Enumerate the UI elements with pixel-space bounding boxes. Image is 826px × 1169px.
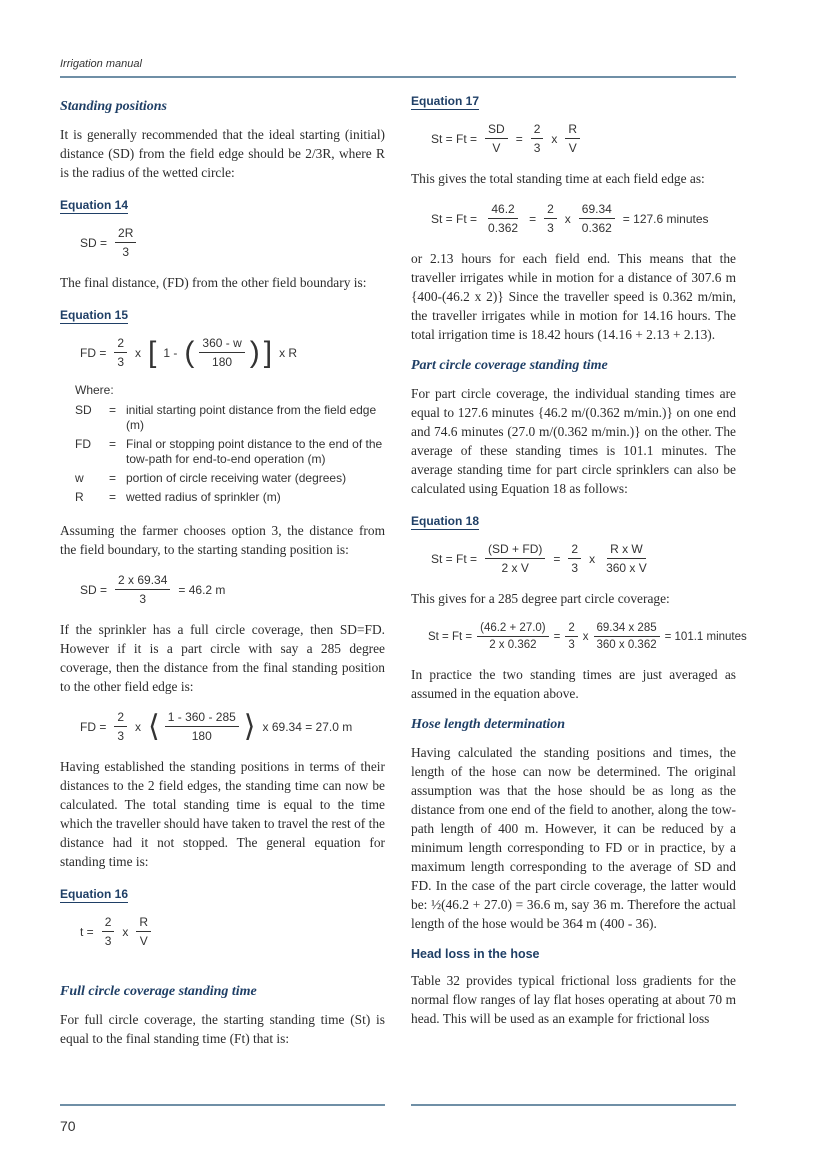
fraction: $\frac{\text{R x W}}{\text{360 x V}}$ xyxy=(606,542,647,575)
angle-close-icon: ⟩ xyxy=(243,709,256,743)
legend-row: SD = initial starting point distance from the field edge (m) xyxy=(75,403,377,432)
paragraph: In practice the two standing times are just averaged as assumed in the equation above. xyxy=(411,667,736,701)
fraction: $\frac{(SD + FD)}{\text{2 x V}}$ xyxy=(485,542,545,575)
fraction: $\frac{360 - w}{180}$ xyxy=(199,336,244,369)
legend-row: w = portion of circle receiving water (degrees) xyxy=(75,471,347,485)
equation-label: Equation 14 xyxy=(60,198,129,212)
equation-body: St = Ft = $\frac{SD}{V}$ = $\frac{2}{3}$ x $\frac{R}{V}$ xyxy=(426,122,736,155)
running-header: Irrigation manual xyxy=(60,58,142,70)
footer-rule xyxy=(411,1104,736,1106)
fraction: $\frac{2}{3}$ xyxy=(114,336,127,369)
fraction: $\frac{2}{3}$ xyxy=(114,710,127,743)
fraction: $\frac{SD}{V}$ xyxy=(485,122,508,155)
header-rule xyxy=(60,76,736,78)
equation-label: Equation 15 xyxy=(60,308,129,322)
fraction: $\frac{2}{3}$ xyxy=(102,915,115,948)
heading-hose-length: Hose length determination xyxy=(411,717,566,732)
footer-rule xyxy=(60,1104,385,1106)
paragraph: or 2.13 hours for each field end. This means that the traveller irrigates while in motion for a distance of 307.6 m {400-(46.2 x 2)} Since the traveller speed is 0.362 m/min, the traveller irrigates while in motion for 14.16 hours. The total irrigation time is 18.42 hours (14.16 + 2.13 + 2.13). xyxy=(411,251,736,342)
fraction: $\frac{69.34}{0.362}$ xyxy=(579,202,615,235)
equation-17-result: St = Ft = $\frac{46.2}{0.362}$ = $\frac{2}{3}$ x $\frac{69.34}{0.362}$ = 127.6 minutes xyxy=(431,202,709,235)
equation-body: SD = $\frac{2R}{3}$ xyxy=(75,226,385,259)
heading-full-circle: Full circle coverage standing time xyxy=(60,984,257,999)
equation-17 xyxy=(411,92,736,155)
fraction: $\frac{1 - 360 - 285}{180}$ xyxy=(165,710,239,743)
heading-head-loss: Head loss in the hose xyxy=(411,947,540,961)
fraction: $\frac{R}{V}$ xyxy=(565,122,580,155)
equation-18-result: St = Ft = $\frac{(46.2 + 27.0)}{2 x 0.362}$ = $\frac{2}{3}$ x $\frac{69.34 x 285}{360 x 0.362}$ = 101.1 minutes xyxy=(428,622,747,651)
equation-14 xyxy=(60,196,385,259)
left-column xyxy=(60,92,385,1062)
heading-standing-positions: Standing positions xyxy=(60,99,167,114)
fraction: $\frac{46.2}{0.362}$ xyxy=(488,202,519,235)
paragraph: Assuming the farmer chooses option 3, the distance from the field boundary, to the starting standing position is: xyxy=(60,523,385,557)
paragraph: Table 32 provides typical frictional loss gradients for the normal flow ranges of lay flat hoses operating at about 70 m head. This will be used as an example for frictional loss xyxy=(411,973,736,1026)
fraction: $\frac{2}{3}$ xyxy=(531,122,544,155)
paragraph: For full circle coverage, the starting standing time (St) is equal to the final standing time (Ft) that is: xyxy=(60,1012,385,1046)
paragraph: If the sprinkler has a full circle coverage, then SD=FD. However if it is a part circle with say a 285 degree coverage, then the distance from the final standing position to the other field edge is: xyxy=(60,622,385,694)
bracket-open-icon: [ xyxy=(148,335,157,369)
paragraph: Having calculated the standing positions and times, the length of the hose can now be determined. The original assumption was that the hose should be as long as the distance from one end of the field to another, along the tow-path length of 400 m. However, it can be reduced by a minimum length corresponding to FD or in practice, by a maximum length corresponding to the average of SD and FD. In the case of the part circle coverage, the latter would be: ½(46.2 + 27.0) = 36.6 m, say 36 m. Therefore the actual length of the hose would be 364 m (400 - 36). xyxy=(411,745,736,931)
page-number: 70 xyxy=(60,1118,76,1134)
paragraph: This gives for a 285 degree part circle coverage: xyxy=(411,591,670,606)
where-legend: Where: SD = initial starting point distance from the field edge (m) FD = Final or stopping point distance to the end of the tow-path for end-to-end operation (m) w = portion of circle receiving water (degrees) R = wetted radius of sprinkler (m) xyxy=(75,383,385,505)
legend-row: R = wetted radius of sprinkler (m) xyxy=(75,490,281,504)
fraction: $\frac{2}{3}$ xyxy=(568,542,581,575)
right-column xyxy=(411,92,747,1042)
fraction: $\frac{69.34 x 285}{360 x 0.362}$ xyxy=(594,622,660,651)
fraction: $\frac{2R}{3}$ xyxy=(115,226,136,259)
angle-open-icon: ⟨ xyxy=(148,709,160,743)
fraction: $\frac{R}{V}$ xyxy=(136,915,151,948)
paragraph: It is generally recommended that the ideal starting (initial) distance (SD) from the field edge should be 2/3R, where R is the radius of the wetted circle: xyxy=(60,127,385,180)
paren-open-icon: ( xyxy=(184,335,195,369)
fraction: $\frac{2}{3}$ xyxy=(544,202,557,235)
paragraph: Having established the standing positions in terms of their distances to the 2 field edges, the standing time can now be calculated. The total standing time is equal to the time which the traveller should have taken to travel the rest of the distance had it not stopped. The general equation for standing time is: xyxy=(60,759,385,869)
equation-body: St = Ft = $\frac{(SD + FD)}{\text{2 x V}}$ = $\frac{2}{3}$ x $\frac{\text{R x W}}{\text{360 x V}}$ xyxy=(426,542,736,575)
heading-part-circle: Part circle coverage standing time xyxy=(411,358,608,373)
equation-body: t = $\frac{2}{3}$ x $\frac{R}{V}$ xyxy=(75,915,385,948)
bracket-close-icon: ] xyxy=(263,335,273,369)
fraction: $\frac{2}{3}$ xyxy=(565,622,577,651)
equation-label: Equation 17 xyxy=(411,94,480,108)
equation-label: Equation 16 xyxy=(60,887,129,901)
equation-label: Equation 18 xyxy=(411,514,480,528)
equation-15 xyxy=(60,306,385,369)
fraction: $\frac{(46.2 + 27.0)}{2 x 0.362}$ xyxy=(477,622,549,651)
equation-sd: SD = $\frac{2 x 69.34}{3}$ = 46.2 m xyxy=(80,573,226,606)
equation-16 xyxy=(60,885,385,948)
fraction: $\frac{2 x 69.34}{3}$ xyxy=(115,573,170,606)
equation-18 xyxy=(411,512,736,575)
equation-body: FD = $\frac{2}{3}$ x [ 1 - ( $\frac{360 - w}{180}$ ) ] x R xyxy=(80,335,298,369)
paragraph: For part circle coverage, the individual standing times are equal to 127.6 minutes {46.2 m/(0.362 m/min.)} on one end and 74.6 minutes (27.0 m/(0.362 m/min.)} on the other. The average of these standing times is 101.1 minutes. The average standing time for part circle sprinklers can also be calculated using Equation 18 as follows: xyxy=(411,386,736,496)
equation-fd: FD = $\frac{2}{3}$ x ⟨ $\frac{1 - 360 - 285}{180}$ ⟩ x 69.34 = 27.0 m xyxy=(80,709,353,743)
paragraph: This gives the total standing time at each field edge as: xyxy=(411,171,705,186)
legend-row: FD = Final or stopping point distance to the end of the tow-path for end-to-end operation (m) xyxy=(75,437,383,466)
paren-close-icon: ) xyxy=(249,335,260,369)
paragraph: The final distance, (FD) from the other field boundary is: xyxy=(60,275,367,290)
